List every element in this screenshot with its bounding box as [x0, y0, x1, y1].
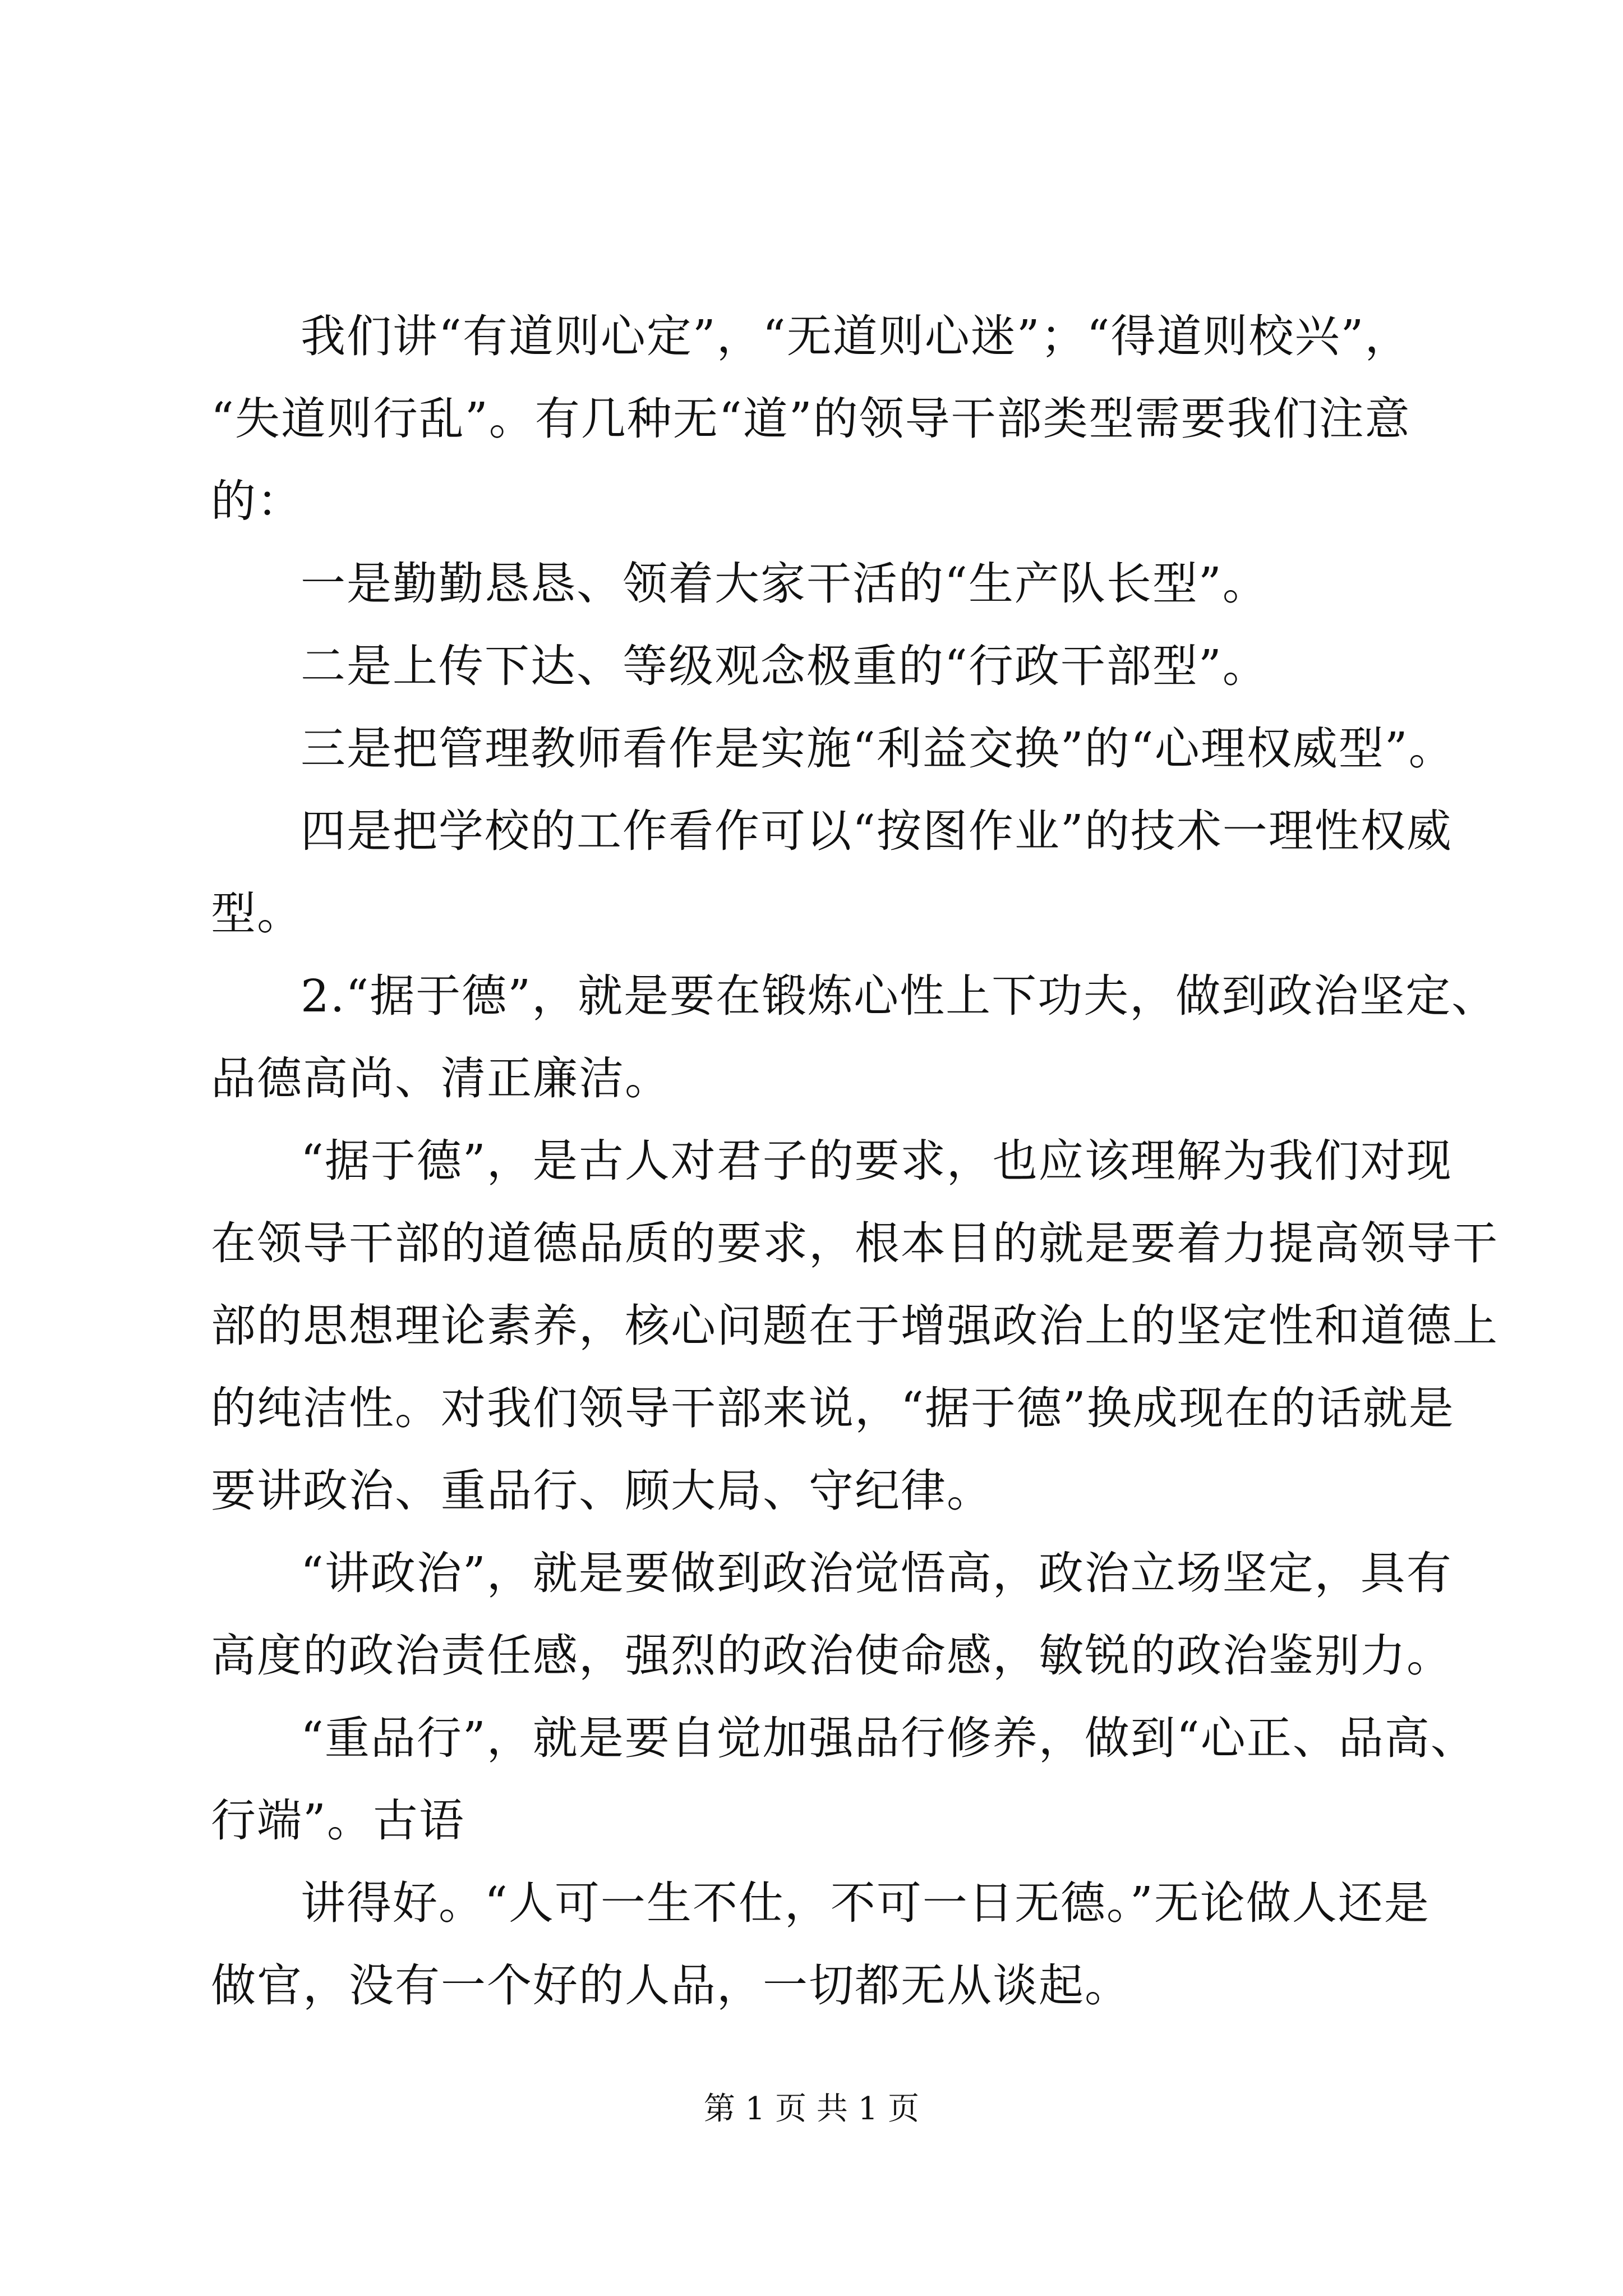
text-line-13: 部的思想理论素养，核心问题在于增强政治上的坚定性和道德上	[211, 1300, 1498, 1352]
text-line-3: 的：	[211, 475, 303, 527]
text-line-14: 的纯洁性。对我们领导干部来说，“据于德”换成现在的话就是	[211, 1382, 1455, 1434]
text-line-10: 品德高尚、清正廉洁。	[211, 1052, 671, 1105]
text-line-12: 在领导干部的道德品质的要求，根本目的就是要着力提高领导干	[211, 1217, 1498, 1269]
text-line-7: 四是把学校的工作看作可以“按图作业”的技术一理性权威	[301, 805, 1453, 857]
text-line-19: 行端”。古语	[211, 1795, 465, 1847]
page-footer: 第 1 页 共 1 页	[703, 2091, 920, 2127]
text-line-16: “讲政治”，就是要做到政治觉悟高，政治立场坚定，具有	[301, 1547, 1453, 1599]
text-line-18: “重品行”，就是要自觉加强品行修养，做到“心正、品高、	[301, 1712, 1477, 1764]
text-line-11: “据于德”，是古人对君子的要求，也应该理解为我们对现	[301, 1135, 1453, 1187]
text-line-5: 二是上传下达、等级观念极重的“行政干部型”。	[301, 640, 1269, 692]
text-line-20: 讲得好。“人可一生不仕，不可一日无德。”无论做人还是	[301, 1877, 1430, 1929]
text-line-8: 型。	[211, 887, 303, 940]
text-line-17: 高度的政治责任感，强烈的政治使命感，敏锐的政治鉴别力。	[211, 1630, 1453, 1682]
text-line-9: 2.“据于德”，就是要在锻炼心性上下功夫，做到政治坚定、	[301, 970, 1498, 1022]
text-line-1: 我们讲“有道则心定”，“无道则心迷”；“得道则校兴”，	[301, 310, 1411, 362]
text-line-4: 一是勤勤恳恳、领着大家干活的“生产队长型”。	[301, 558, 1269, 610]
text-line-21: 做官，没有一个好的人品，一切都无从谈起。	[211, 1959, 1131, 2012]
text-line-6: 三是把管理教师看作是实施“利益交换”的“心理权威型”。	[301, 723, 1455, 775]
text-line-15: 要讲政治、重品行、顾大局、守纪律。	[211, 1465, 993, 1517]
text-line-2: “失道则行乱”。有几种无“道”的领导干部类型需要我们注意	[211, 393, 1411, 445]
